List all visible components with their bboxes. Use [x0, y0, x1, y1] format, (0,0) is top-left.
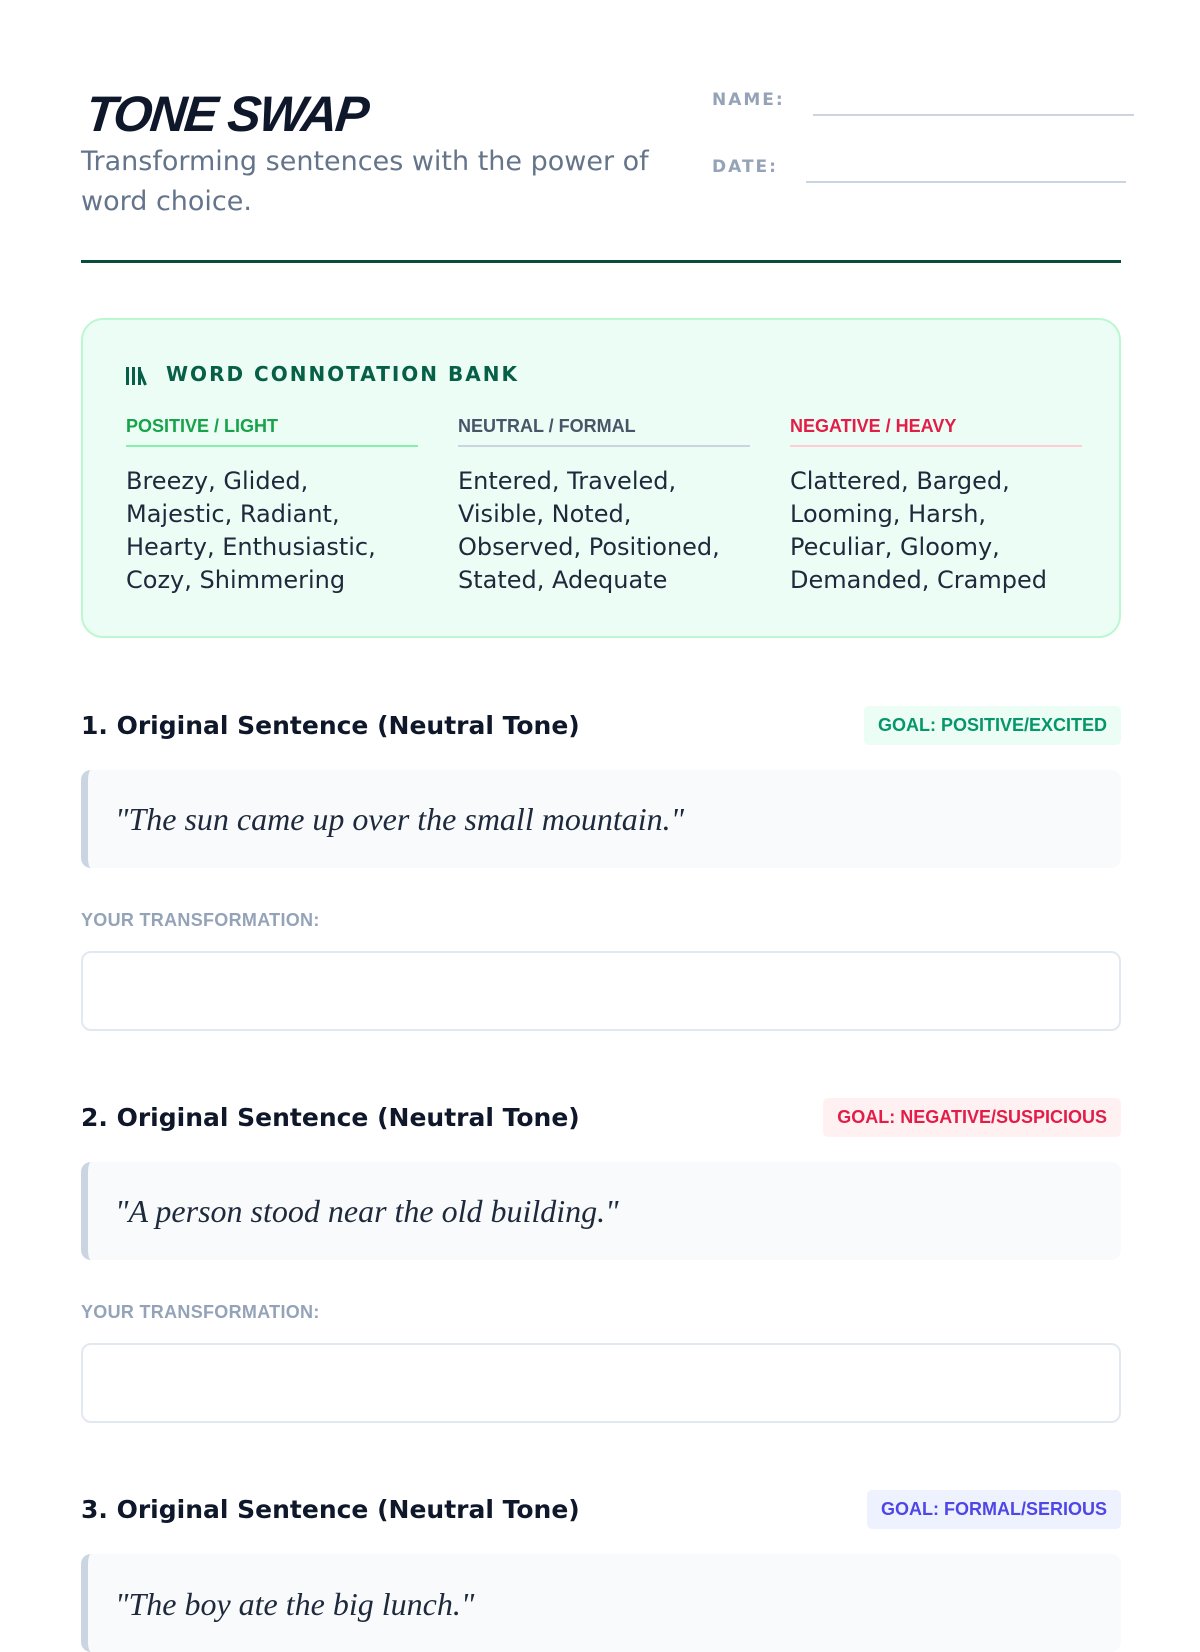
task-title: 2. Original Sentence (Neutral Tone): [81, 1103, 580, 1132]
library-books-icon: [126, 363, 150, 385]
column-words: Clattered, Barged, Looming, Harsh, Peculiar, Gloomy, Demanded, Cramped: [790, 467, 1047, 594]
column-words: Breezy, Glided, Majestic, Radiant, Hearty, Enthusiastic, Cozy, Shimmering: [126, 467, 376, 594]
name-field[interactable]: [813, 114, 1134, 116]
bank-title: WORD CONNOTATION BANK: [166, 362, 519, 386]
column-words: Entered, Traveled, Visible, Noted, Observed, Positioned, Stated, Adequate: [458, 467, 720, 594]
goal-badge: GOAL: FORMAL/SERIOUS: [867, 1490, 1121, 1529]
column-heading: NEGATIVE / HEAVY: [790, 416, 1082, 447]
column-heading: NEUTRAL / FORMAL: [458, 416, 750, 447]
task-3-header: [81, 1490, 1121, 1529]
header-divider: [81, 260, 1121, 263]
date-label: DATE:: [712, 157, 778, 177]
task-1-answer-label: YOUR TRANSFORMATION:: [81, 910, 320, 930]
goal-badge: GOAL: NEGATIVE/SUSPICIOUS: [823, 1098, 1121, 1137]
bank-column-negative: [790, 416, 1082, 597]
word-connotation-bank: [81, 318, 1121, 638]
worksheet-subtitle: Transforming sentences with the power of word choice.: [81, 146, 649, 217]
task-title: 3. Original Sentence (Neutral Tone): [81, 1495, 580, 1524]
name-field-row: [712, 90, 1134, 110]
column-heading: POSITIVE / LIGHT: [126, 416, 418, 447]
date-field[interactable]: [806, 181, 1126, 183]
task-1-answer-input[interactable]: [81, 951, 1121, 1031]
original-sentence: "A person stood near the old building.": [115, 1192, 619, 1229]
bank-header: [126, 362, 519, 386]
bank-column-neutral: [458, 416, 750, 597]
task-2-answer-input[interactable]: [81, 1343, 1121, 1423]
name-label: NAME:: [712, 90, 785, 110]
bank-column-positive: [126, 416, 418, 597]
task-2-sentence-box: [81, 1162, 1121, 1260]
original-sentence: "The sun came up over the small mountain.": [115, 800, 685, 837]
worksheet-title: TONE SWAP: [83, 86, 371, 142]
original-sentence: "The boy ate the big lunch.": [115, 1586, 475, 1622]
date-field-row: [712, 157, 1126, 177]
worksheet-header: [81, 80, 1121, 264]
task-2-header: [81, 1098, 1121, 1137]
task-3-sentence-box: [81, 1554, 1121, 1652]
task-1-header: [81, 706, 1121, 745]
task-2-answer-label: YOUR TRANSFORMATION:: [81, 1302, 320, 1322]
task-1-sentence-box: [81, 770, 1121, 868]
task-title: 1. Original Sentence (Neutral Tone): [81, 711, 580, 740]
goal-badge: GOAL: POSITIVE/EXCITED: [864, 706, 1121, 745]
